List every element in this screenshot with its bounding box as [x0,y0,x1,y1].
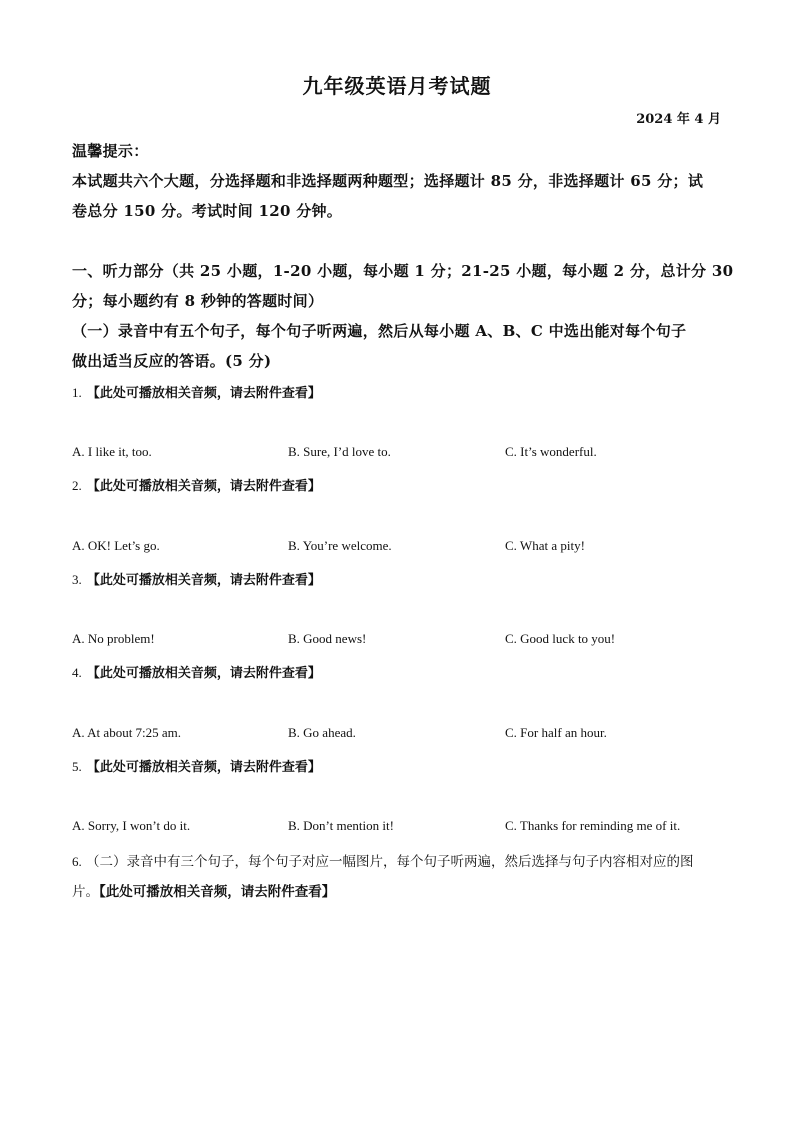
audio-prompt[interactable]: 【此处可播放相关音频，请去附件查看】 [99,884,336,900]
question-line [72,569,321,588]
question-number: 3. [72,572,82,587]
audio-prompt[interactable]: 【此处可播放相关音频，请去附件查看】 [86,760,321,775]
audio-prompt[interactable]: 【此处可播放相关音频，请去附件查看】 [86,666,321,681]
option-a: A. I like it, too. [72,444,152,459]
question-line [72,756,321,775]
option-c: C. Good luck to you! [505,631,616,646]
subsection-instruction: 片。 [72,884,99,900]
option-b: B. Good news! [288,631,367,646]
question-number: 4. [72,665,82,680]
subsection-instruction-line: （一）录音中有五个句子，每个句子听两遍，然后从每小题 A、B、C 中选出能对每个句子 [72,322,687,340]
tips-text-line: 本试题共六个大题，分选择题和非选择题两种题型；选择题计 85 分，非选择题计 65 分；试 [72,172,704,190]
question-6-line [72,850,694,870]
option-b: B. You’re welcome. [288,538,392,553]
question-number: 6. [72,854,82,869]
page-title: 九年级英语月考试题 [302,74,492,98]
option-a: A. No problem! [72,631,155,646]
option-a: A. At about 7:25 am. [72,725,182,740]
section-heading-line: 一、听力部分（共 25 小题，1-20 小题，每小题 1 分；21-25 小题，每小题 2 分，总计分 30 [72,262,734,280]
tips-label: 温馨提示： [72,142,149,160]
question-6-line [72,880,335,900]
section-heading-line: 分；每小题约有 8 秒钟的答题时间） [72,292,324,310]
option-b: B. Sure, I’d love to. [288,444,391,459]
audio-prompt[interactable]: 【此处可播放相关音频，请去附件查看】 [86,386,321,401]
question-line [72,382,321,401]
question-number: 5. [72,759,82,774]
question-number: 2. [72,478,82,493]
option-a: A. OK! Let’s go. [72,538,160,553]
option-b: B. Don’t mention it! [288,818,394,833]
subsection-instruction-line: 做出适当反应的答语。(5 分) [72,352,272,370]
option-a: A. Sorry, I won’t do it. [72,818,191,833]
question-line [72,475,321,494]
exam-date: 2024 年 4 月 [636,112,721,127]
question-line [72,662,321,681]
option-b: B. Go ahead. [288,725,356,740]
audio-prompt[interactable]: 【此处可播放相关音频，请去附件查看】 [86,573,321,588]
question-number: 1. [72,385,82,400]
tips-text-line: 卷总分 150 分。考试时间 120 分钟。 [72,202,343,220]
option-c: C. Thanks for reminding me of it. [505,818,681,833]
option-c: C. For half an hour. [505,725,607,740]
option-c: C. It’s wonderful. [505,444,597,459]
audio-prompt[interactable]: 【此处可播放相关音频，请去附件查看】 [86,479,321,494]
option-c: C. What a pity! [505,538,585,553]
subsection-instruction: （二）录音中有三个句子，每个句子对应一幅图片，每个句子听两遍，然后选择与句子内容相对应的图 [86,854,694,870]
